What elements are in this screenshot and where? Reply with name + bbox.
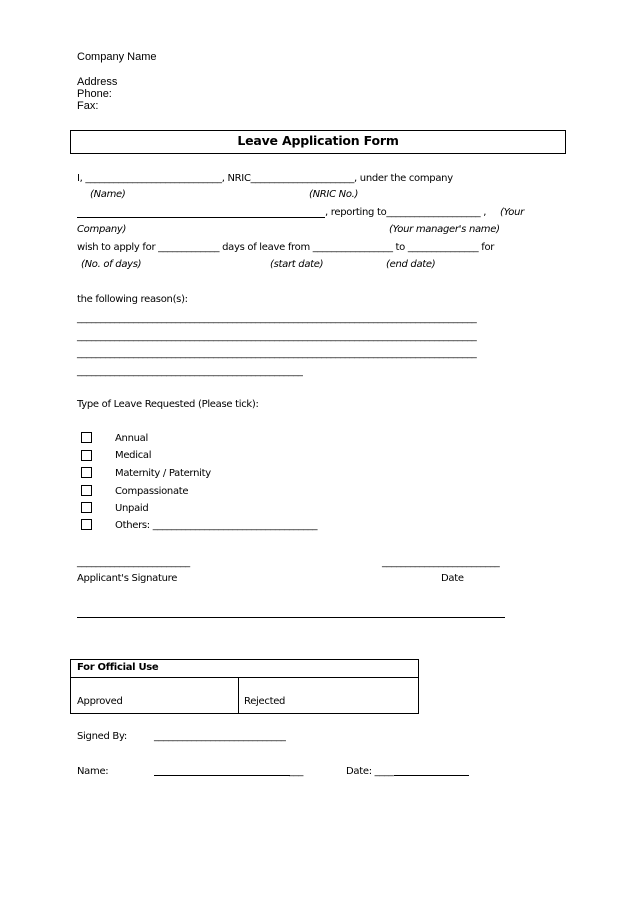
compassionate-checkbox[interactable] [81,485,92,496]
manager-hint: (Your manager's name) [389,224,500,235]
name-hint: (Name) [90,189,126,200]
title-box [70,130,566,154]
your-hint: (Your [500,207,524,218]
date-field-line[interactable] [394,775,469,776]
approved-cell[interactable]: Approved [77,696,123,707]
date-field-label: Date: ____ [346,766,394,777]
company-blank[interactable] [77,217,325,218]
reason-line[interactable]: _____________________________________________________________________________________ [77,348,477,359]
official-use-header-row [71,660,418,678]
unpaid-checkbox[interactable] [81,502,92,513]
applicant-line: I, _____________________________, NRIC______________________, under the company [77,173,453,184]
section-divider [77,617,505,618]
end-date-hint: (end date) [386,259,436,270]
form-title: Leave Application Form [237,133,399,148]
official-use-header: For Official Use [77,662,159,673]
name-line-solid[interactable] [154,775,290,776]
reason-line[interactable]: _____________________________________________________________________________________ [77,313,477,324]
days-line: wish to apply for _____________ days of leave from _________________ to _______________ for [77,242,495,253]
signed-by-label: Signed By: [77,731,127,742]
annual-checkbox[interactable] [81,432,92,443]
company-fax: Fax: [77,100,99,112]
signature-line[interactable]: ________________________ [77,557,190,568]
company-phone: Phone: [77,88,112,100]
days-hint: (No. of days) [81,259,142,270]
table-divider [238,678,239,713]
reason-line[interactable]: _____________________________________________________________________________________ [77,331,477,342]
compassionate-label: Compassionate [115,486,189,497]
official-use-table [70,659,419,714]
others-label[interactable]: Others: ___________________________________ [115,520,318,531]
date-line[interactable]: _________________________ [382,557,500,568]
company-address: Address [77,76,118,88]
signed-by-line[interactable]: ____________________________ [154,731,286,742]
medical-checkbox[interactable] [81,450,92,461]
date-label: Date [441,573,464,584]
maternity-paternity-checkbox[interactable] [81,467,92,478]
company-hint: Company) [77,224,127,235]
reporting-line: , reporting to____________________ , [325,207,487,218]
signature-label: Applicant's Signature [77,573,178,584]
rejected-cell[interactable]: Rejected [244,696,286,707]
annual-label: Annual [115,433,148,444]
maternity-paternity-label: Maternity / Paternity [115,468,211,479]
name-label: Name: [77,766,109,777]
leave-type-label: Type of Leave Requested (Please tick): [77,399,259,410]
reason-line[interactable]: ________________________________________________ [77,366,303,377]
nric-hint: (NRIC No.) [309,189,359,200]
unpaid-label: Unpaid [115,503,149,514]
start-date-hint: (start date) [270,259,324,270]
company-name: Company Name [77,51,157,63]
reason-label: the following reason(s): [77,294,188,305]
medical-label: Medical [115,450,152,461]
others-checkbox[interactable] [81,519,92,530]
name-line[interactable]: ___ [289,766,304,777]
